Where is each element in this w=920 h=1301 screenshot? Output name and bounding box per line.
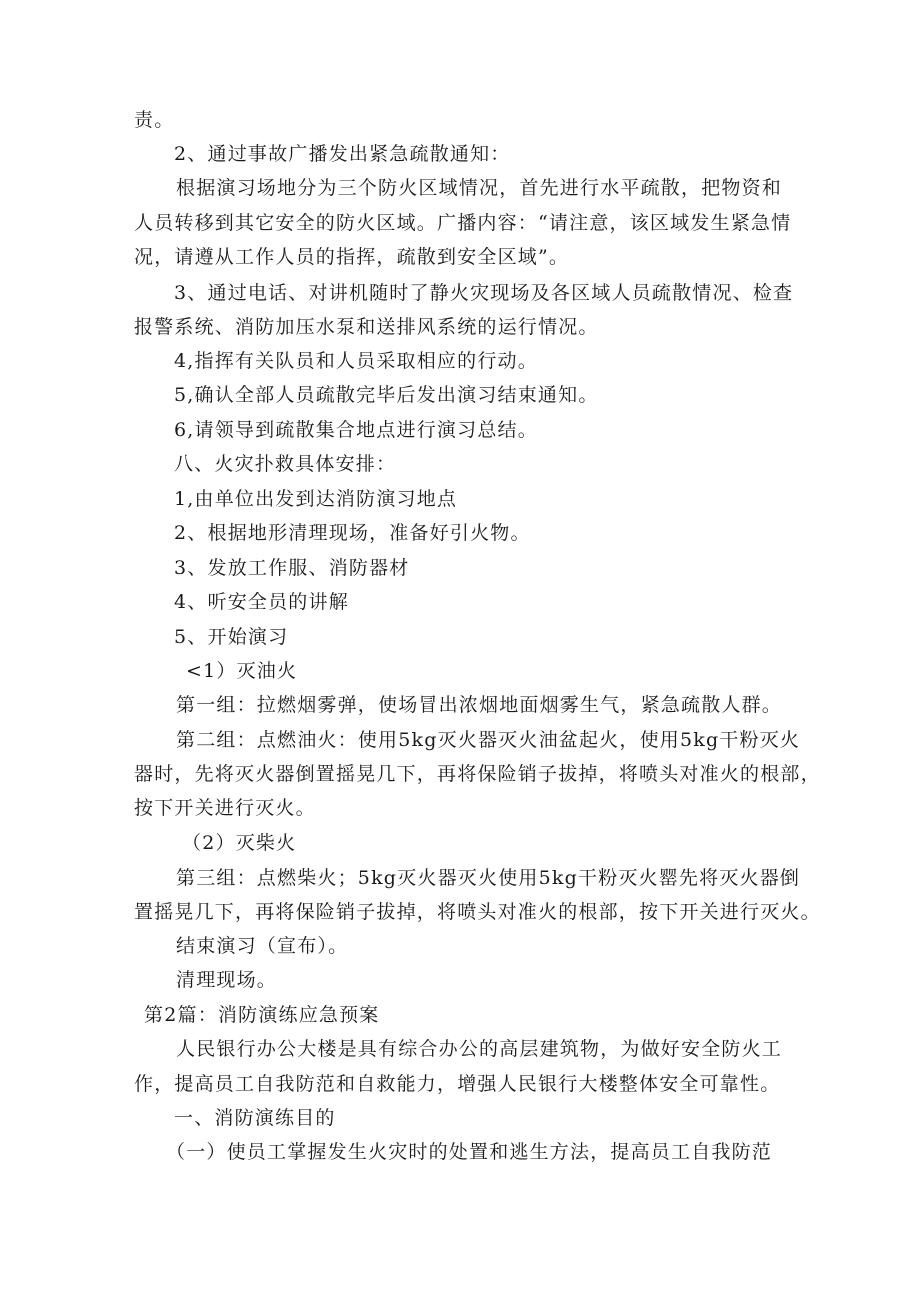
text-line: 结束演习（宣布）。 bbox=[176, 935, 349, 957]
text-line: 4,指挥有关队员和人员采取相应的行动。 bbox=[174, 350, 538, 372]
text-line: 2、通过事故广播发出紧急疏散通知： bbox=[174, 143, 511, 165]
text-line: 6,请领导到疏散集合地点进行演习总结。 bbox=[174, 419, 538, 441]
section-heading: 八、火灾扑救具体安排： bbox=[174, 453, 397, 475]
text-line: 根据演习场地分为三个防火区域情况，首先进行水平疏散，把物资和 bbox=[176, 177, 783, 199]
subsection-heading: <1）灭油火 bbox=[186, 660, 298, 682]
text-line: 报警系统、消防加压水泵和送排风系统的运行情况。 bbox=[134, 316, 599, 338]
text-line: 2、根据地形清理现场，准备好引火物。 bbox=[174, 522, 531, 544]
text-line: 器时，先将灭火器倒置摇晃几下，再将保险销子拔掉，将喷头对准火的根部， bbox=[134, 763, 821, 785]
text-line: 5,确认全部人员疏散完毕后发出演习结束通知。 bbox=[174, 384, 599, 406]
text-line: 人民银行办公大楼是具有综合办公的高层建筑物，为做好安全防火工 bbox=[176, 1038, 783, 1060]
text-line: 4、听安全员的讲解 bbox=[174, 591, 349, 613]
text-line: 清理现场。 bbox=[176, 969, 278, 991]
text-line: 作，提高员工自我防范和自救能力，增强人民银行大楼整体安全可靠性。 bbox=[134, 1073, 781, 1095]
text-line: 人员转移到其它安全的防火区域。广播内容：“请注意，该区域发生紧急情 bbox=[134, 212, 792, 234]
text-line: 况，请遵从工作人员的指挥，疏散到安全区域”。 bbox=[134, 246, 570, 268]
text-line: 5、开始演习 bbox=[174, 626, 289, 648]
text-line: 1,由单位出发到达消防演习地点 bbox=[174, 488, 458, 510]
section-heading: 一、消防演练目的 bbox=[174, 1107, 336, 1129]
text-line: 第二组：点燃油火：使用5kg灭火器灭火油盆起火，使用5kg干粉灭火 bbox=[176, 729, 801, 751]
chapter-heading: 第2篇：消防演练应急预案 bbox=[144, 1004, 380, 1026]
text-line: 3、发放工作服、消防器材 bbox=[174, 557, 410, 579]
text-line: 第三组：点燃柴火；5kg灭火器灭火使用5kg干粉灭火罂先将灭火器倒 bbox=[176, 867, 801, 889]
text-line: 第一组：拉燃烟雾弹，使场冒出浓烟地面烟雾生气，紧急疏散人群。 bbox=[176, 694, 783, 716]
subsection-heading: （2）灭柴火 bbox=[182, 832, 297, 854]
text-line: 置摇晃几下，再将保险销子拔掉，将喷头对准火的根部，按下开关进行灭火。 bbox=[134, 901, 821, 923]
text-line: （一）使员工掌握发生火灾时的处置和逃生方法，提高员工自我防范 bbox=[166, 1141, 773, 1163]
text-line: 按下开关进行灭火。 bbox=[134, 797, 316, 819]
text-line: 责。 bbox=[134, 109, 175, 131]
text-line: 3、通过电话、对讲机随时了静火灾现场及各区域人员疏散情况、检查 bbox=[174, 282, 794, 304]
